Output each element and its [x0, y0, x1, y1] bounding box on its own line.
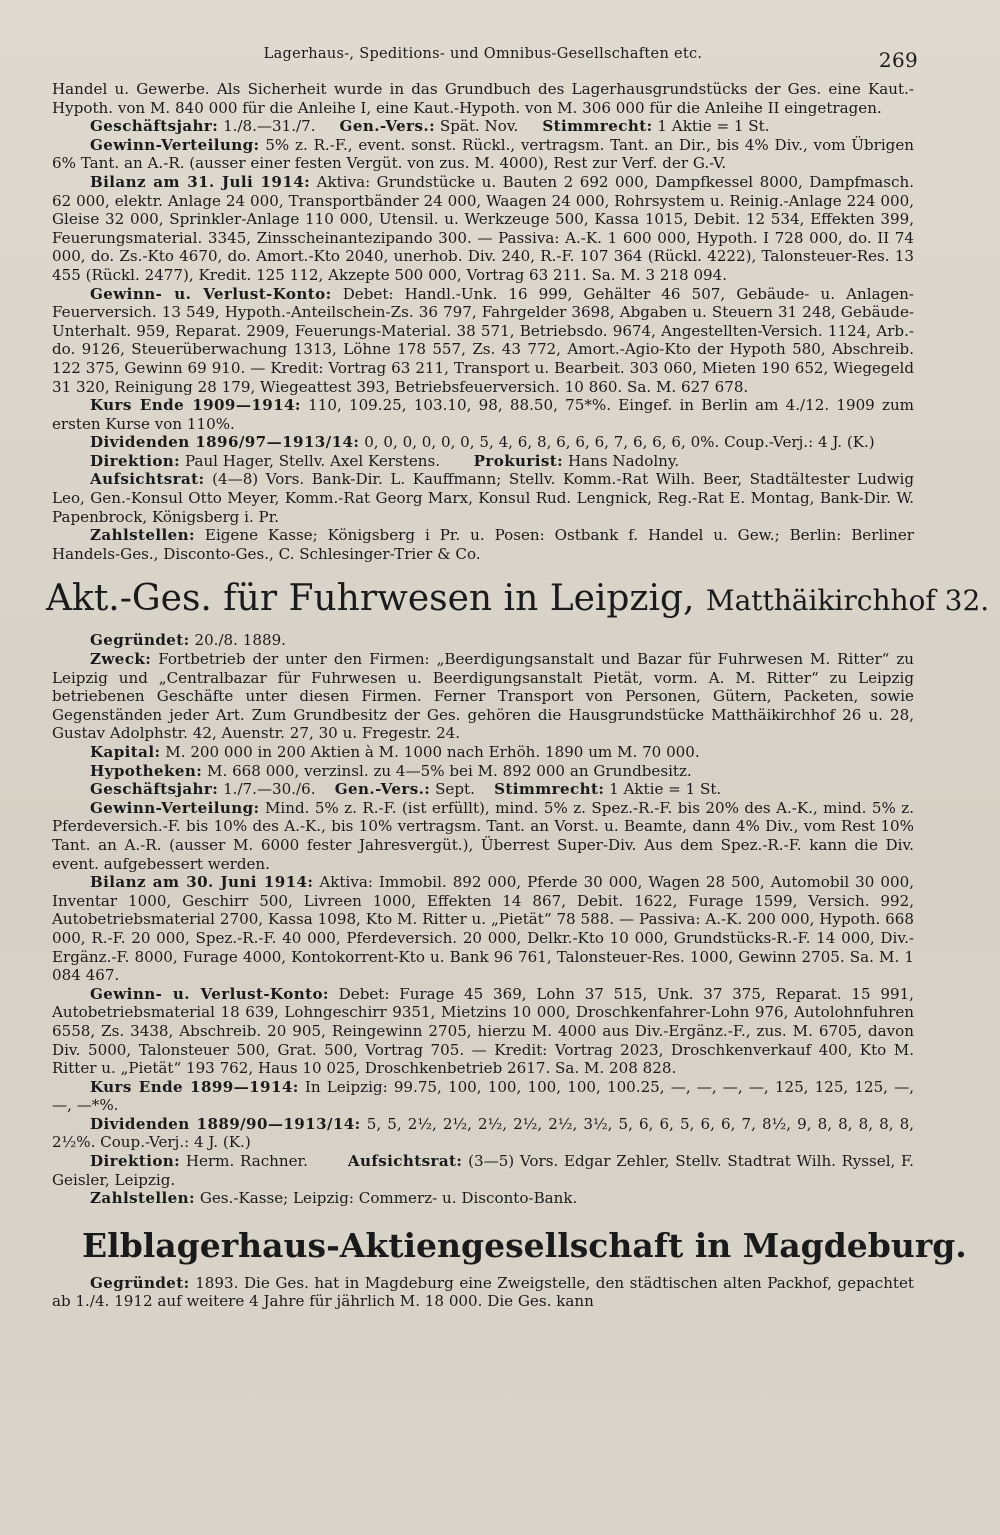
founded-paragraph: Gegründet: 20./8. 1889.: [90, 631, 286, 650]
magdeburg-entry: [52, 1274, 914, 1311]
company-heading-leipzig: Akt.-Ges. für Fuhrwesen in Leipzig, Matthäikirchhof 32.: [46, 578, 990, 620]
profit-loss-paragraph: Gewinn- u. Verlust-Konto: Debet: Handl.-Unk. 16 999, Gehälter 46 507, Gebäude- u. Anlagen-Feuerversich. 13 549, Hypoth.-Anteilschein-Zs. 36 797, Fahrgelder 3698, Abgaben u. Steuern 31 248, Gebäude-Unterhalt. 959, Reparat. 2909, Feuerungs-Material. 38 571, Betriebsdo. 9674, Angestellten-Versich. 1124, Arb.- do. 9126, Steuerüberwachung 1313, Löhne 178 557, Zs. 43 772, Amort.-Agio-Kto der Hypoth 580, Abschreib. 122 375, Gewinn 69 910. — Kredit: Vortrag 63 211, Transport u. Bearbeit. 303 060, Mieten 190 652, Wiegegeld 31 320, Reinigung 28 179, Wiegeattest 393, Betriebsfeuerversich. 10 860. Sa. M. 627 678.: [52, 284, 914, 396]
dividends-paragraph: Dividenden 1889/90—1913/14: 5, 5, 2½, 2½, 2½, 2½, 2½, 3½, 5, 6, 6, 5, 6, 6, 7, 8½, 9, 8, 8, 8, 8, 8, 2½%. Coup.-Verj.: 4 J. (K.): [52, 1114, 914, 1152]
fiscal-meta-paragraph: Geschäftsjahr: 1./8.—31./7. Gen.-Vers.: Spät. Nov. Stimmrecht: 1 Aktie = 1 St.: [90, 117, 770, 136]
mortgages-paragraph: Hypotheken: M. 668 000, verzinsl. zu 4—5% bei M. 892 000 an Grundbesitz.: [90, 761, 692, 780]
company-heading-magdeburg: Elblagerhaus-Aktiengesellschaft in Magdeburg.: [82, 1225, 967, 1265]
dividends-paragraph: Dividenden 1896/97—1913/14: 0, 0, 0, 0, 0, 0, 5, 4, 6, 8, 6, 6, 6, 7, 6, 6, 6, 0%. Coup.-Verj.: 4 J. (K.): [90, 433, 875, 452]
continued-entry: [52, 80, 914, 563]
paying-agents-paragraph: Zahlstellen: Ges.-Kasse; Leipzig: Commerz- u. Disconto-Bank.: [90, 1189, 578, 1208]
share-price-paragraph: Kurs Ende 1909—1914: 110, 109.25, 103.10, 98, 88.50, 75*%. Eingef. in Berlin am 4./12. 1909 zum ersten Kurse von 110%.: [52, 396, 914, 433]
supervisory-board-paragraph: Aufsichtsrat: (4—8) Vors. Bank-Dir. L. Kauffmann; Stellv. Komm.-Rat Wilh. Beer, Stadtältester Ludwig Leo, Gen.-Konsul Otto Meyer, Komm.-Rat Georg Marx, Konsul Rud. Lengnick, Reg.-Rat E. Montag, Bank-Dir. W. Papenbrock, Königsberg i. Pr.: [52, 470, 914, 526]
profit-loss-paragraph: Gewinn- u. Verlust-Konto: Debet: Furage 45 369, Lohn 37 515, Unk. 37 375, Reparat. 15 991, Autobetriebsmaterial 18 639, Lohngeschirr 9351, Mietzins 10 000, Droschkenfahrer-Lohn 976, Autolohnfuhren 6558, Zs. 3438, Abschreib. 20 905, Reingewinn 2705, hierzu M. 4000 aus Div.-Ergänz.-F., zus. M. 6705, davon Div. 5000, Talonsteuer 500, Grat. 500, Vortrag 705. — Kredit: Vortrag 2023, Droschkenverkauf 400, Kto M. Ritter u. „Pietät“ 193 762, Haus 10 025, Droschkenbetrieb 2617. Sa. M. 208 828.: [52, 984, 914, 1078]
balance-sheet-paragraph: Bilanz am 31. Juli 1914: Aktiva: Grundstücke u. Bauten 2 692 000, Dampfkessel 8000, Dampfmasch. 62 000, elektr. Anlage 24 000, Transportbänder 24 000, Waagen 24 000, Rohrsystem u. Reinig.-Anlage 224 000, Gleise 32 000, Sprinkler-Anlage 110 000, Utensil. u. Werkzeuge 500, Kassa 1015, Debit. 12 534, Effekten 399, Feuerungsmaterial. 3345, Zinsscheinantezipando 300. — Passiva: A.-K. 1 600 000, Hypoth. I 728 000, do. II 74 000, do. Zs.-Kto 4670, do. Amort.-Kto 2040, unerhob. Div. 240, R.-F. 107 364 (Rückl. 4222), Talonsteuer-Res. 13 455 (Rückl. 2477), Kredit. 125 112, Akzepte 500 000, Vortrag 63 211. Sa. M. 3 218 094.: [52, 172, 914, 284]
management-paragraph: Direktion: Paul Hager, Stellv. Axel Kerstens. Prokurist: Hans Nadolny.: [90, 451, 680, 470]
leipzig-entry: [52, 631, 914, 1207]
management-paragraph: Direktion: Herm. Rachner. Aufsichtsrat: (3—5) Vors. Edgar Zehler, Stellv. Stadtrat Wilh. Ryssel, F. Geisler, Leipzig.: [52, 1152, 914, 1189]
purpose-paragraph: Zweck: Fortbetrieb der unter den Firmen: „Beerdigungsanstalt und Bazar für Fuhrwesen M. Ritter“ zu Leipzig und „Centralbazar für Fuhrwesen u. Beerdigungsanstalt Pietät, vorm. A. M. Ritter“ zu Leipzig betriebenen Geschäfte unter diesen Firmen. Ferner Transport von Personen, Gütern, Packeten, sowie Gegenständen jeder Art. Zum Grundbesitz der Ges. gehören die Hausgrundstücke Matthäikirchhof 26 u. 28, Gustav Adolphstr. 42, Auenstr. 27, 30 u. Fregestr. 24.: [52, 650, 914, 743]
paying-agents-paragraph: Zahlstellen: Eigene Kasse; Königsberg i Pr. u. Posen: Ostbank f. Handel u. Gew.; Berlin: Berliner Handels-Ges., Disconto-Ges., C. Schlesinger-Trier & Co.: [52, 526, 914, 563]
profit-distribution-paragraph: Gewinn-Verteilung: Mind. 5% z. R.-F. (ist erfüllt), mind. 5% z. Spez.-R.-F. bis 20% des A.-K., mind. 5% z. Pferdeversich.-F. bis 10% des A.-K., bis 10% vertragsm. Tant. an Vorst. u. Beamte, dann 4% Div., vom Rest 10% Tant. an A.-R. (ausser M. 6000 fester Jahresvergüt.), Überrest Super-Div. Aus dem Spez.-R.-F. kann die Div. event. aufgebessert werden.: [52, 798, 914, 873]
running-title: Lagerhaus-, Speditions- und Omnibus-Gesellschaften etc.: [263, 46, 703, 62]
security-paragraph: Handel u. Gewerbe. Als Sicherheit wurde in das Grundbuch des Lagerhausgrundstücks der Ges. eine Kaut.-Hypoth. von M. 840 000 für die Anleihe I, eine Kaut.-Hypoth. von M. 306 000 für die Anleihe II eingetragen.: [52, 80, 914, 117]
running-header: [52, 42, 918, 72]
capital-paragraph: Kapital: M. 200 000 in 200 Aktien à M. 1000 nach Erhöh. 1890 um M. 70 000.: [90, 743, 700, 761]
fiscal-meta-paragraph: Geschäftsjahr: 1./7.—30./6. Gen.-Vers.: Sept. Stimmrecht: 1 Aktie = 1 St.: [90, 780, 722, 799]
share-price-paragraph: Kurs Ende 1899—1914: In Leipzig: 99.75, 100, 100, 100, 100, 100.25, —, —, —, —, 125, 125, 125, —, —, —*%.: [52, 1077, 914, 1115]
founded-paragraph: Gegründet: 1893. Die Ges. hat in Magdeburg eine Zweigstelle, den städtischen alten Packhof, gepachtet ab 1./4. 1912 auf weitere 4 Jahre für jährlich M. 18 000. Die Ges. kann: [52, 1273, 914, 1311]
page-number: 269: [878, 48, 918, 72]
profit-distribution-paragraph: Gewinn-Verteilung: 5% z. R.-F., event. sonst. Rückl., vertragsm. Tant. an Dir., bis 4% Div., vom Übrigen 6% Tant. an A.-R. (ausser einer festen Vergüt. von zus. M. 4000), Rest zur Verf. der G.-V.: [52, 135, 914, 173]
balance-sheet-paragraph: Bilanz am 30. Juni 1914: Aktiva: Immobil. 892 000, Pferde 30 000, Wagen 28 500, Automobil 30 000, Inventar 1000, Geschirr 500, Livreen 1000, Effekten 14 867, Debit. 1622, Furage 1599, Versich. 992, Autobetriebsmaterial 2700, Kassa 1098, Kto M. Ritter u. „Pietät“ 78 588. — Passiva: A.-K. 200 000, Hypoth. 668 000, R.-F. 20 000, Spez.-R.-F. 40 000, Pferdeversich. 20 000, Delkr.-Kto 10 000, Grundstücks-R.-F. 14 000, Div.-Ergänz.-F. 8000, Furage 4000, Kontokorrent-Kto u. Bank 96 761, Talonsteuer-Res. 1000, Gewinn 2705. Sa. M. 1 084 467.: [52, 873, 914, 985]
